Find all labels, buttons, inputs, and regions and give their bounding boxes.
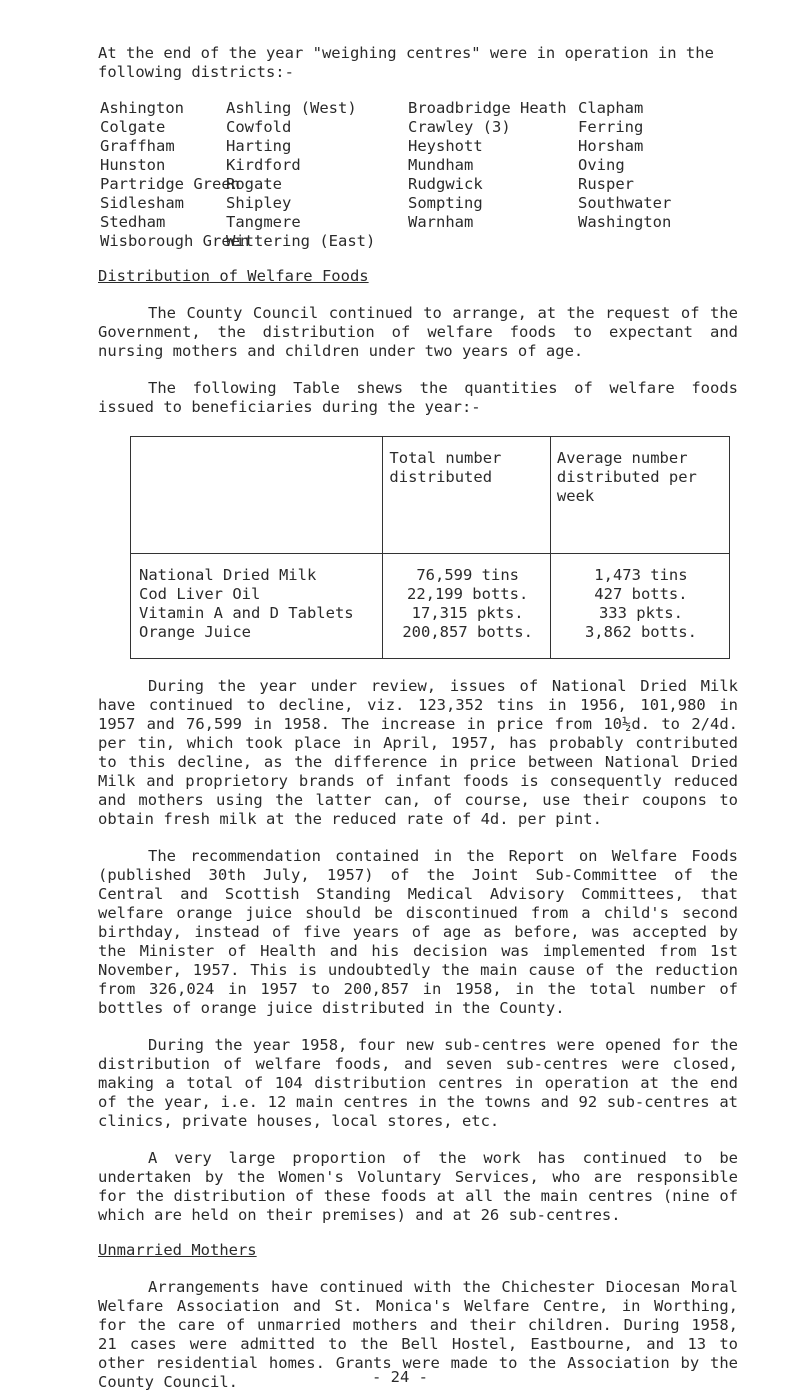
intro-text: At the end of the year "weighing centres" were in operation in the following districts:- <box>98 44 714 81</box>
district-item: Sompting <box>408 194 483 212</box>
table-cell: 333 pkts. <box>598 604 683 622</box>
paragraph: The following Table shews the quantities of welfare foods issued to beneficiaries during the year:- <box>98 379 738 416</box>
table-cell: 22,199 botts. <box>406 585 529 603</box>
district-item: Horsham <box>578 137 644 155</box>
district-item: Colgate <box>100 118 166 136</box>
table-header-cell <box>131 437 383 554</box>
district-item: Ferring <box>578 118 644 136</box>
table-header-cell: Average number distributed per week <box>550 437 729 554</box>
district-item: Wittering (East) <box>226 232 376 250</box>
district-item: Shipley <box>226 194 292 212</box>
district-item: Rogate <box>226 175 282 193</box>
districts-list <box>100 99 738 251</box>
paragraph: A very large proportion of the work has continued to be undertaken by the Women's Voluntary Services, who are responsible for the distribution of these foods at all the main centres (nine of which are held on their premises) and at 26 sub-centres. <box>98 1149 738 1224</box>
welfare-foods-heading: Distribution of Welfare Foods <box>98 267 369 285</box>
district-item: Heyshott <box>408 137 483 155</box>
district-item: Harting <box>226 137 292 155</box>
table-cell: National Dried Milk <box>139 566 317 584</box>
table-cell: Vitamin A and D Tablets <box>139 604 354 622</box>
district-item: Rusper <box>578 175 634 193</box>
paragraph: Arrangements have continued with the Chichester Diocesan Moral Welfare Association and St. Monica's Welfare Centre, in Worthing, for the care of unmarried mothers and their children. During 1958, 21 cases were admitted to the Bell Hostel, Eastbourne, and 13 to other residential homes. Grants were made to the Association by the County Council. <box>98 1278 738 1391</box>
district-item: Ashling (West) <box>226 99 357 117</box>
unmarried-mothers-heading: Unmarried Mothers <box>98 1241 257 1259</box>
district-item: Washington <box>578 213 672 231</box>
district-item: Wisborough Green <box>100 232 250 250</box>
paragraph: During the year under review, issues of National Dried Milk have continued to decline, viz. 123,352 tins in 1956, 101,980 in 1957 and 76,599 in 1958. The increase in price from 10½d. to 2/4d. per tin, which took place in April, 1957, has probably contributed to this decline, as the difference in price between National Dried Milk and proprietory brands of infant foods is consequently reduced and mothers using the latter can, of course, use their coupons to obtain fresh milk at the reduced rate of 4d. per pint. <box>98 677 738 828</box>
district-item: Crawley (3) <box>408 118 511 136</box>
page-number: - 24 - <box>372 1368 428 1386</box>
table-cell: 17,315 pkts. <box>411 604 524 622</box>
welfare-foods-table <box>130 436 730 659</box>
district-item: Rudgwick <box>408 175 483 193</box>
table-header-cell: Total number distributed <box>383 437 551 554</box>
paragraph: During the year 1958, four new sub-centres were opened for the distribution of welfare foods, and seven sub-centres were closed, making a total of 104 distribution centres in operation at the end of the year, i.e. 12 main centres in the towns and 92 sub-centres at clinics, private houses, local stores, etc. <box>98 1036 738 1130</box>
district-item: Ashington <box>100 99 184 117</box>
district-item: Southwater <box>578 194 672 212</box>
district-item: Hunston <box>100 156 166 174</box>
table-cell: 3,862 botts. <box>584 623 697 641</box>
district-item: Stedham <box>100 213 166 231</box>
district-item: Cowfold <box>226 118 292 136</box>
total-column <box>383 554 551 659</box>
item-column <box>131 554 383 659</box>
table-cell: Cod Liver Oil <box>139 585 261 603</box>
district-item: Sidlesham <box>100 194 184 212</box>
table-cell: Orange Juice <box>139 623 251 641</box>
table-row <box>131 554 730 659</box>
district-item: Mundham <box>408 156 474 174</box>
table-cell: 200,857 botts. <box>402 623 533 641</box>
paragraph: The County Council continued to arrange, at the request of the Government, the distribution of welfare foods to expectant and nursing mothers and children under two years of age. <box>98 304 738 360</box>
table-cell: 76,599 tins <box>416 566 519 584</box>
district-item: Oving <box>578 156 625 174</box>
document-page <box>98 44 738 1392</box>
district-item: Clapham <box>578 99 644 117</box>
district-item: Tangmere <box>226 213 301 231</box>
paragraph: The recommendation contained in the Report on Welfare Foods (published 30th July, 1957) of the Joint Sub-Committee of the Central and Scottish Standing Medical Advisory Committees, that welfare orange juice should be discontinued from a child's second birthday, instead of five years of age as before, was accepted by the Minister of Health and his decision was implemented from 1st November, 1957. This is undoubtedly the main cause of the reduction from 326,024 in 1957 to 200,857 in 1958, in the total number of bottles of orange juice distributed in the County. <box>98 847 738 1017</box>
district-item: Graffham <box>100 137 175 155</box>
table-header-row <box>131 437 730 554</box>
district-item: Partridge Green <box>100 175 240 193</box>
district-item: Broadbridge Heath <box>408 99 567 117</box>
table-cell: 427 botts. <box>594 585 688 603</box>
district-item: Kirdford <box>226 156 301 174</box>
district-item: Warnham <box>408 213 474 231</box>
table-cell: 1,473 tins <box>594 566 688 584</box>
average-column <box>550 554 729 659</box>
